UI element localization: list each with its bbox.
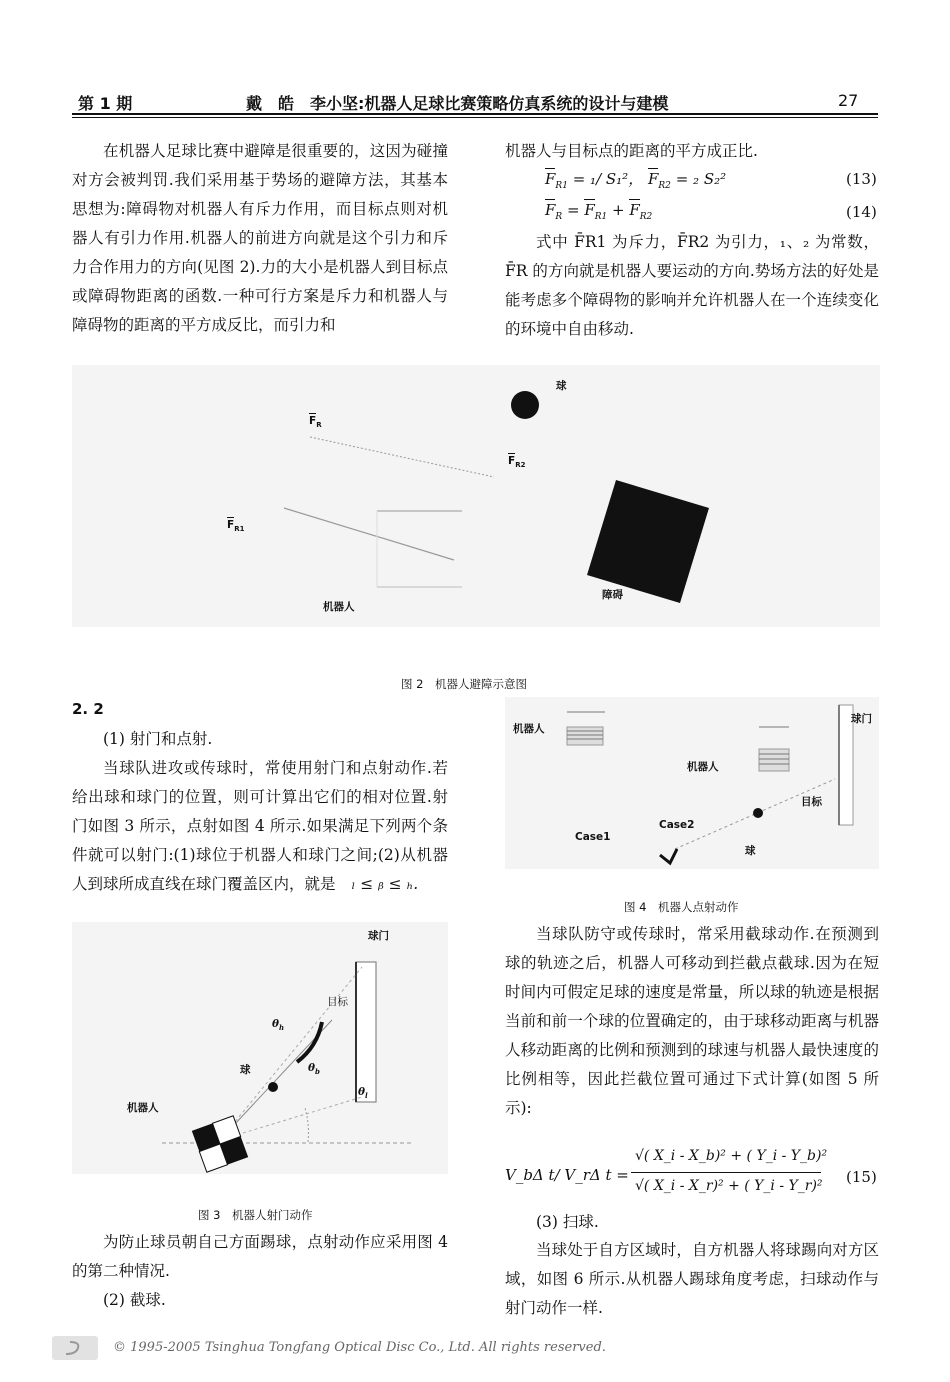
body-paragraph: 机器人与目标点的距离的平方成正比.	[505, 142, 758, 160]
figure-2-caption: 图 2 机器人避障示意图	[401, 677, 527, 691]
robot1-shape	[567, 712, 605, 745]
fr-vector	[310, 437, 494, 477]
label-theta-h: $\theta_h$	[272, 1018, 285, 1033]
label-target: 目标	[801, 796, 822, 808]
ray-theta-l	[220, 1097, 362, 1140]
eq15-fraction-bar	[631, 1172, 821, 1173]
label-theta-b: $\theta_b$	[308, 1062, 320, 1077]
label-robot-1: 机器人	[513, 723, 545, 735]
label-robot: 机器人	[127, 1102, 159, 1114]
ball-shape	[753, 808, 763, 818]
figure-4-caption: 图 4 机器人点射动作	[624, 900, 739, 914]
equation-14: $F_R = F_{R1} + F_{R2}$	[545, 201, 653, 222]
equation-number-13: (13)	[846, 170, 877, 188]
label-ball: 球	[240, 1064, 251, 1076]
equation-number-14: (14)	[846, 203, 877, 221]
label-fr1: $F_{R1}$	[227, 519, 245, 534]
label-ball: 球	[556, 380, 567, 392]
goal-shape	[356, 962, 376, 1102]
label-case2: Case2	[659, 819, 695, 831]
list-item: (2) 截球.	[103, 1291, 166, 1309]
label-ball: 球	[745, 845, 756, 857]
figure-3-caption: 图 3 机器人射门动作	[198, 1208, 313, 1222]
eq15-denominator: √( X_i - X_r)² + ( Y_i - Y_r)²	[635, 1178, 823, 1194]
figure-2	[72, 365, 880, 627]
label-robot-2: 机器人	[687, 761, 719, 773]
label-goal: 球门	[368, 930, 389, 942]
equation-15	[505, 1148, 879, 1204]
running-title: 戴 皓 李小坚:机器人足球比赛策略仿真系统的设计与建模	[246, 94, 669, 113]
label-robot: 机器人	[323, 601, 355, 613]
label-case1: Case1	[575, 831, 611, 843]
body-paragraph: 当球队进攻或传球时，常使用射门和点射动作.若给出球和球门的位置，则可计算出它们的相对位置.射门如图 3 所示，点射如图 4 所示.如果满足下列两个条件就可以射门:(1)球位于机器人和球门之间;(2)从机器人到球所成直线在球门覆盖区内，就是 ₗ ≤ ᵦ ≤ ₕ.	[72, 759, 448, 893]
section-number: 2. 2	[72, 700, 104, 718]
list-item: (1) 射门和点射.	[103, 730, 213, 748]
label-theta-l: $\theta_l$	[358, 1086, 368, 1101]
label-fr: $F_R$	[309, 415, 322, 430]
kick-mark	[660, 849, 677, 863]
header-rule-thin	[72, 117, 878, 118]
eq15-lhs: V_bΔ t/ V_rΔ t =	[505, 1166, 629, 1184]
label-fr2: $F_{R2}$	[508, 455, 526, 470]
publisher-logo	[52, 1336, 98, 1360]
figure-4-diagram	[505, 697, 879, 869]
body-paragraph: 当球队防守或传球时，常采用截球动作.在预测到球的轨迹之后，机器人可移动到拦截点截球.因为在短时间内可假定足球的速度是常量，所以球的轨迹是根据当前和前一个球的位置确定的，由于球移动距离与机器人移动距离的比例和预测到的球速与机器人最快速度的比例相等，因此拦截位置可通过下式计算(如图 5 所示):	[505, 925, 879, 1117]
body-paragraph: 当球处于自方区域时，自方机器人将球踢向对方区域，如图 6 所示.从机器人踢球角度考虑，扫球动作与射门动作一样.	[505, 1241, 879, 1317]
ball-shape	[511, 391, 539, 419]
robot2-shape	[759, 727, 789, 771]
label-goal: 球门	[851, 713, 872, 725]
fr1-vector	[284, 508, 454, 560]
label-target: 目标	[327, 996, 348, 1008]
figure-3	[72, 922, 448, 1174]
figure-3-diagram	[72, 922, 448, 1174]
list-item: (3) 扫球.	[536, 1213, 599, 1231]
body-paragraph: 为防止球员朝自己方面踢球，点射动作应采用图 4 的第二种情况.	[72, 1233, 448, 1280]
copyright-notice: © 1995-2005 Tsinghua Tongfang Optical Disc Co., Ltd. All rights reserved.	[113, 1340, 606, 1355]
figure-4	[505, 697, 879, 869]
eq15-numerator: √( X_i - X_b)² + ( Y_i - Y_b)²	[635, 1148, 828, 1164]
label-obstacle: 障碍	[602, 589, 623, 601]
equation-number-15: (15)	[846, 1168, 877, 1186]
page-number: 27	[838, 91, 859, 110]
equation-13: $F_{R1} = _1/$ S₁²， $F_{R2} = _2$ S₂²	[545, 170, 727, 191]
ball-shape	[268, 1082, 278, 1092]
header-rule-thick	[72, 113, 878, 115]
robot-shape	[192, 1116, 248, 1172]
ray-theta-h	[220, 967, 362, 1140]
figure-2-diagram	[72, 365, 880, 627]
obstacle-shape	[587, 480, 709, 603]
issue-number: 第 1 期	[78, 94, 133, 113]
body-paragraph: 式中 F̄R1 为斥力，F̄R2 为引力，₁、₂ 为常数，F̄R 的方向就是机器人要运动的方向.势场方法的好处是能考虑多个障碍物的影响并允许机器人在一个连续变化的环境中自由移动.	[505, 233, 879, 338]
body-paragraph: 在机器人足球比赛中避障是很重要的，这因为碰撞对方会被判罚.我们采用基于势场的避障方法，其基本思想为:障碍物对机器人有斥力作用，而目标点则对机器人有引力作用.机器人的前进方向就是这个引力和斥力合作用力的方向(见图 2).力的大小是机器人到目标点或障碍物距离的函数.一种可行方案是斥力和机器人与障碍物的距离的平方成反比，而引力和	[72, 142, 448, 334]
